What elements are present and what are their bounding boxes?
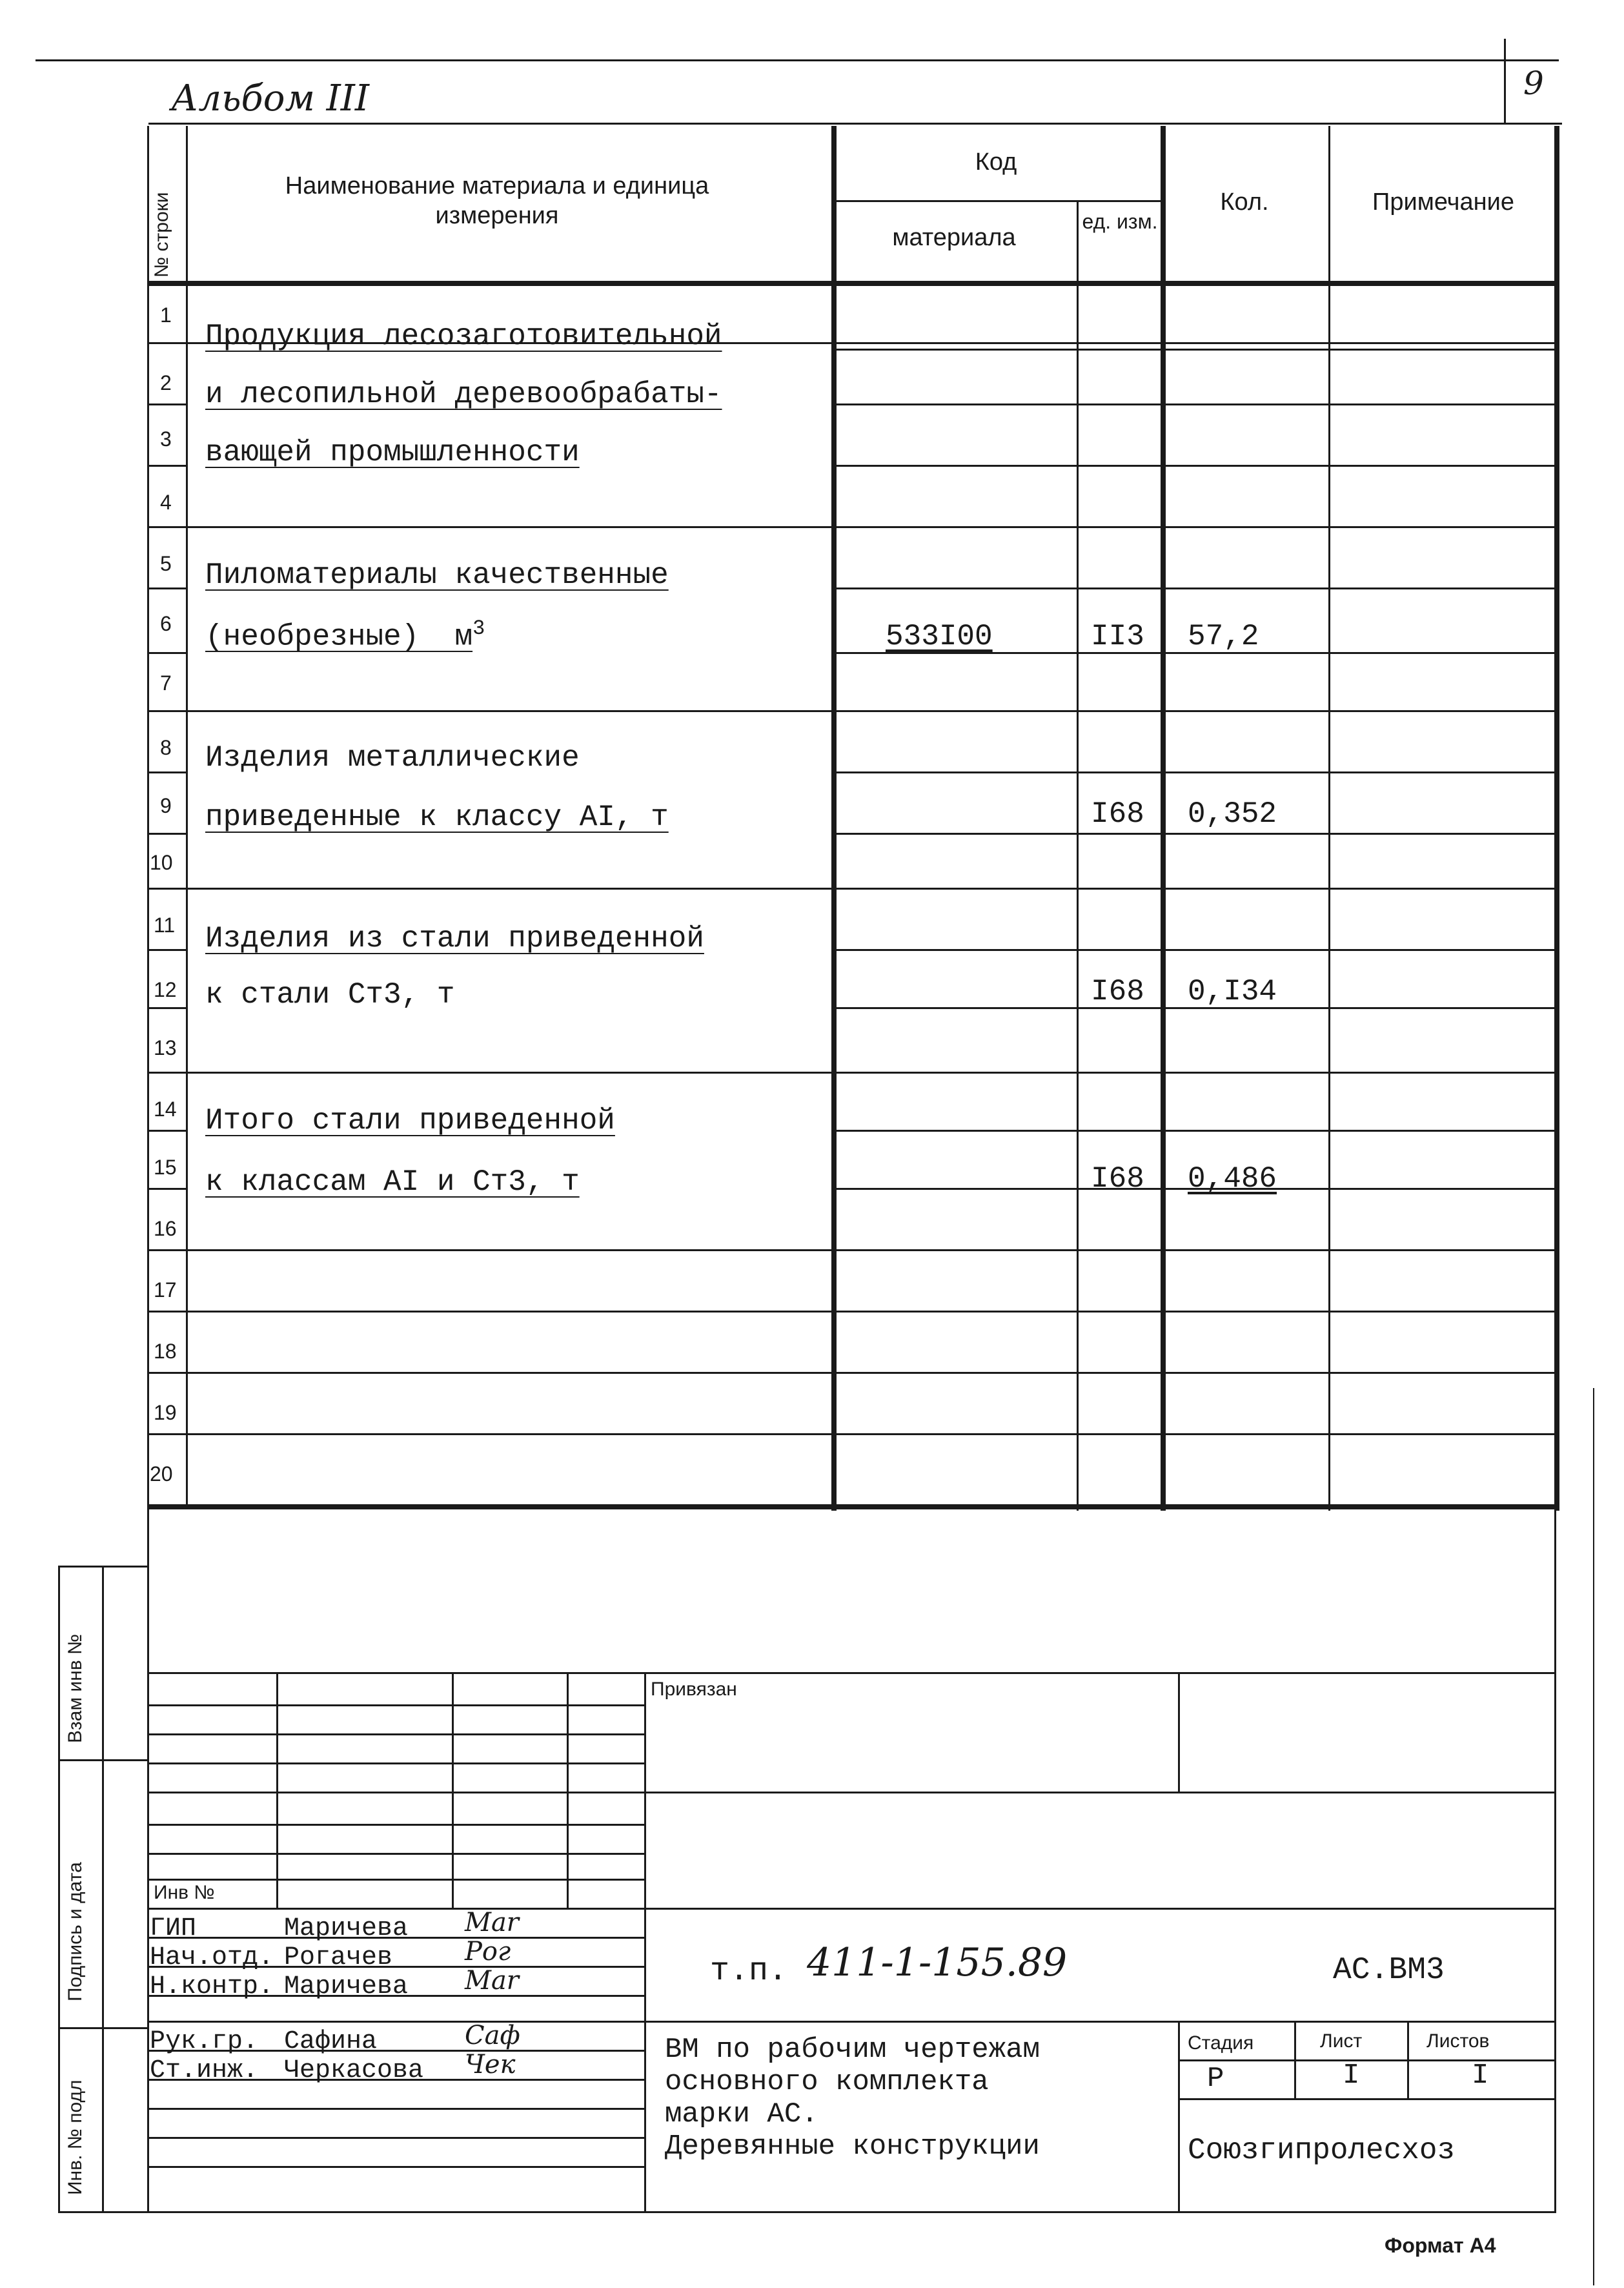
- code-header-line: [831, 200, 1161, 202]
- row-number: 18: [154, 1340, 177, 1363]
- row-number: 19: [154, 1401, 177, 1424]
- stamp-name: Черкасова: [284, 2056, 424, 2085]
- row-number: 13: [154, 1036, 177, 1059]
- item-text: Пиломатериалы качественные: [205, 558, 669, 592]
- row-line: [831, 403, 1554, 405]
- row-line: [147, 526, 1554, 528]
- row-number: 1: [160, 303, 172, 327]
- code-material-header: материала: [892, 224, 1016, 251]
- stamp-bottom: [147, 2211, 1556, 2213]
- row-line: [147, 949, 186, 951]
- row-number: 9: [160, 794, 172, 817]
- row-number: 7: [160, 671, 172, 695]
- material-code: 533I00: [886, 620, 993, 653]
- stamp-right: [1554, 1504, 1556, 2211]
- vzam-label: Взам инв №: [65, 1633, 86, 1743]
- stamp-col: [276, 1672, 278, 1908]
- row-line: [147, 833, 186, 835]
- unit-code: I68: [1091, 1162, 1144, 1196]
- name-header: Наименование материала и единица измерения: [285, 172, 709, 229]
- row-line: [147, 888, 1554, 890]
- row-line: [147, 1249, 1554, 1251]
- margin-right: [102, 1566, 104, 2211]
- privyazan-label: Привязан: [651, 1679, 737, 1700]
- item-text: к стали Ст3, т: [205, 978, 455, 1012]
- row-number: 6: [160, 612, 172, 635]
- unit-col-border: [1161, 126, 1166, 1511]
- podpis-label: Подпись и дата: [65, 1862, 86, 2001]
- tp-number: 411-1-155.89: [807, 1940, 1068, 1985]
- stamp-signature: Чек: [465, 2050, 516, 2079]
- row-line: [831, 833, 1554, 835]
- stamp-left: [147, 1504, 149, 2211]
- item-text: приведенные к классу AI, т: [205, 801, 669, 834]
- unit-code: II3: [1091, 620, 1144, 653]
- inv-no-label: Инв №: [154, 1882, 215, 1903]
- album-underline: [148, 123, 1562, 125]
- stamp-line: [147, 2108, 644, 2110]
- item-text: и лесопильной деревообрабаты-: [205, 378, 722, 411]
- row-line: [147, 1072, 1554, 1074]
- stamp-name: Сафина: [284, 2027, 378, 2056]
- page-number-divider: [1504, 39, 1506, 123]
- stamp-line: [147, 1853, 644, 1855]
- organization: Союзгипролесхоз: [1188, 2134, 1456, 2167]
- item-text: вающей промышленности: [205, 436, 580, 469]
- qty-col-border: [1328, 126, 1330, 1511]
- stage-label: Стадия: [1188, 2032, 1254, 2054]
- quantity: 0,I34: [1188, 975, 1277, 1008]
- header-bottom-line: [147, 281, 1559, 286]
- unit-superscript: 3: [472, 617, 485, 640]
- stamp-signature: Mar: [465, 1966, 519, 1996]
- row-line: [831, 587, 1554, 589]
- stamp-col: [644, 1672, 646, 2211]
- row-number: 17: [154, 1278, 177, 1302]
- top-border: [36, 59, 1559, 61]
- row-number: 8: [160, 736, 172, 759]
- note-header: Примечание: [1372, 189, 1514, 216]
- unit-code: I68: [1091, 797, 1144, 831]
- margin-left: [58, 1566, 60, 2211]
- stamp-role: Рук.гр.: [150, 2027, 259, 2056]
- row-line: [147, 587, 186, 589]
- stamp-role: Н.контр.: [150, 1972, 274, 2001]
- row-line: [147, 710, 1554, 712]
- row-line: [831, 1130, 1554, 1132]
- item-text: Продукция лесозаготовительной: [205, 320, 722, 353]
- row-number: 16: [154, 1217, 177, 1240]
- sheets-label: Листов: [1426, 2030, 1490, 2052]
- row-number: 2: [160, 371, 172, 394]
- row-line: [147, 1433, 1554, 1435]
- stamp-col: [452, 1672, 454, 1908]
- row-number: 12: [154, 978, 177, 1001]
- stage-value: Р: [1207, 2063, 1224, 2095]
- album-title: Альбом III: [171, 77, 370, 119]
- row-line: [147, 1007, 186, 1009]
- item-text: Изделия из стали приведенной: [205, 922, 704, 955]
- row-line: [147, 652, 186, 654]
- code-header: Код: [975, 148, 1017, 176]
- stamp-signature: Рог: [465, 1937, 511, 1966]
- row-line: [831, 949, 1554, 951]
- row-number: 15: [154, 1156, 177, 1179]
- row-line: [147, 403, 186, 405]
- stamp-line: [1178, 2059, 1554, 2061]
- quantity: 0,486: [1188, 1162, 1277, 1196]
- unit-code: I68: [1091, 975, 1144, 1008]
- stamp-line: [147, 2021, 1554, 2023]
- sheet-label: Лист: [1320, 2030, 1363, 2052]
- description-line: ВМ по рабочим чертежам: [665, 2034, 1040, 2066]
- stamp-col: [567, 1672, 569, 1908]
- item-text: к классам AI и Ст3, т: [205, 1165, 580, 1199]
- item-text: Итого стали приведенной: [205, 1104, 615, 1138]
- stamp-col: [1407, 2021, 1409, 2098]
- code-unit-header: ед. изм.: [1082, 210, 1158, 233]
- row-line: [831, 465, 1554, 467]
- row-line: [147, 1311, 1554, 1313]
- item-text: [205, 617, 485, 653]
- description-line: Деревянные конструкции: [665, 2130, 1040, 2163]
- table-right-border: [1554, 126, 1559, 1511]
- qty-header: Кол.: [1220, 189, 1269, 216]
- row-line: [831, 771, 1554, 773]
- stamp-line: [147, 2166, 644, 2168]
- stamp-name: Рогачев: [284, 1943, 393, 1972]
- margin-line: [58, 2211, 148, 2213]
- row-line: [147, 465, 186, 467]
- stamp-line: [147, 1908, 1554, 1910]
- stamp-line: [147, 1733, 644, 1735]
- margin-line: [58, 1566, 148, 1568]
- inv-label: Инв. № подл: [65, 2079, 86, 2195]
- row-line: [147, 1372, 1554, 1374]
- table-left-border: [147, 126, 149, 1507]
- stamp-line: [147, 2137, 644, 2139]
- row-number: 3: [160, 427, 172, 451]
- page-number: 9: [1523, 65, 1544, 102]
- row-number: 14: [154, 1098, 177, 1121]
- row-number: 20: [150, 1462, 173, 1486]
- row-number: 4: [160, 491, 172, 514]
- stamp-signature: Саф: [465, 2021, 520, 2050]
- description-line: основного комплекта: [665, 2066, 989, 2098]
- stamp-name: Маричева: [284, 1972, 409, 2001]
- item-text: Изделия металлические: [205, 741, 580, 775]
- row-line: [147, 1188, 186, 1190]
- stamp-col: [1294, 2021, 1296, 2098]
- stamp-line: [1178, 2098, 1554, 2100]
- row-number: 10: [150, 851, 173, 874]
- table-bottom-line: [147, 1504, 1559, 1509]
- row-line: [147, 771, 186, 773]
- right-edge: [1593, 1388, 1594, 2285]
- mark-code: АС.ВМ3: [1333, 1953, 1445, 1988]
- margin-line: [58, 1759, 148, 1761]
- row-number: 11: [154, 914, 176, 937]
- description-line: марки АС.: [665, 2098, 818, 2130]
- stamp-role: ГИП: [150, 1914, 197, 1943]
- stamp-line: [147, 1704, 644, 1706]
- stamp-line: [147, 1762, 644, 1764]
- quantity: 57,2: [1188, 620, 1259, 653]
- stamp-signature: Mar: [465, 1908, 519, 1937]
- margin-line: [58, 2027, 148, 2029]
- sheet-value: I: [1343, 2059, 1360, 2092]
- tp-prefix: т.п.: [710, 1953, 788, 1990]
- code-col-border: [1077, 200, 1079, 1511]
- quantity: 0,352: [1188, 797, 1277, 831]
- row-line: [147, 1130, 186, 1132]
- format-label: Формат А4: [1385, 2234, 1496, 2257]
- row-number: 5: [160, 552, 172, 575]
- sheets-value: I: [1472, 2059, 1489, 2092]
- stamp-line: [147, 1672, 1554, 1674]
- stamp-col: [1178, 1672, 1180, 1792]
- row-no-header: № строки: [151, 192, 172, 278]
- item-text-main: (необрезные) м: [205, 620, 473, 654]
- stamp-role: Нач.отд.: [150, 1943, 274, 1972]
- stamp-role: Ст.инж.: [150, 2056, 259, 2085]
- stamp-col: [1178, 2021, 1180, 2211]
- stamp-line: [147, 1792, 1554, 1793]
- stamp-line: [147, 1879, 644, 1881]
- name-col-border: [831, 126, 837, 1511]
- stamp-line: [147, 1824, 644, 1826]
- stamp-name: Маричева: [284, 1914, 409, 1943]
- row-line: [831, 349, 1554, 351]
